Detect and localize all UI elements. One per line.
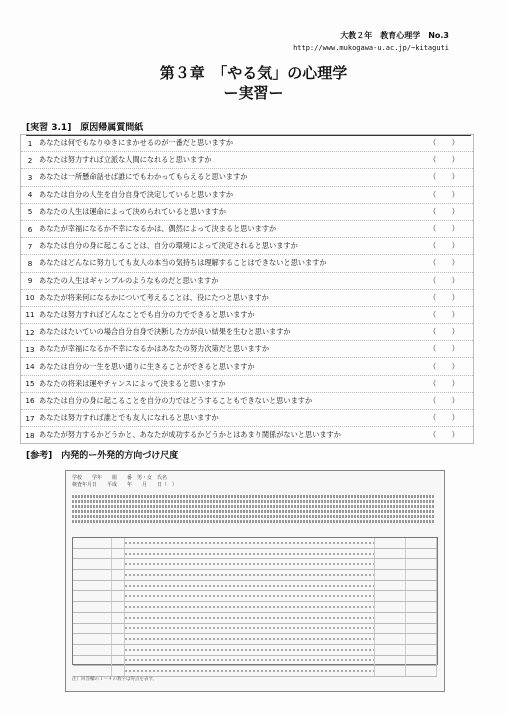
answer-blank[interactable]	[429, 241, 473, 251]
chapter-title: 第３章 「やる気」の心理学	[159, 64, 348, 82]
answer-blank[interactable]	[429, 430, 473, 440]
question-text: あなたは自分の一生を思い通りに生きることができると思いますか	[39, 361, 255, 371]
sheet-table	[72, 537, 438, 665]
paren-open: （	[429, 430, 437, 440]
answer-blank[interactable]	[429, 172, 473, 182]
paren-close: ）	[451, 327, 459, 337]
question-number: 4	[27, 190, 33, 200]
paren-open: （	[429, 413, 437, 423]
question-row	[21, 358, 473, 375]
question-text: あなたは何でもなりゆきにまかせるのが一番だと思いますか	[39, 138, 234, 148]
answer-blank[interactable]	[429, 379, 473, 389]
question-text: あなたが幸福になるか不幸になるかは、偶然によって決まると思いますか	[39, 224, 277, 234]
sheet-table-row	[73, 602, 437, 613]
paren-close: ）	[451, 275, 459, 285]
paren-close: ）	[451, 395, 459, 405]
sheet-table-row	[73, 570, 437, 581]
answer-blank[interactable]	[429, 138, 473, 148]
answer-blank[interactable]	[429, 362, 473, 372]
paren-open: （	[429, 275, 437, 285]
question-number: 15	[25, 379, 35, 389]
question-number: 17	[25, 413, 35, 423]
question-number: 12	[25, 327, 35, 337]
paren-open: （	[429, 309, 437, 319]
answer-blank[interactable]	[429, 207, 473, 217]
paren-open: （	[429, 206, 437, 216]
answer-blank[interactable]	[429, 413, 473, 423]
question-row	[21, 427, 473, 443]
sheet-table-row	[73, 624, 437, 635]
paren-open: （	[429, 344, 437, 354]
section-heading-reference: [参考] 内発的ー外発的方向づけ尺度	[26, 451, 179, 461]
sheet-date-line: 検査年月日 平成 年 月 日（ ）	[72, 482, 178, 488]
question-text: あなたは一所懸命話せば誰にでもわかってもらえると思いますか	[39, 172, 248, 182]
paren-open: （	[429, 155, 437, 165]
paren-open: （	[429, 378, 437, 388]
question-row	[21, 255, 473, 272]
paren-close: ）	[451, 309, 459, 319]
question-row	[21, 290, 473, 307]
answer-blank[interactable]	[429, 224, 473, 234]
question-number: 8	[27, 258, 33, 268]
sheet-table-row	[73, 559, 437, 570]
paren-close: ）	[451, 344, 459, 354]
sheet-table-row	[73, 656, 437, 667]
paren-close: ）	[451, 138, 459, 148]
question-text: あなたは努力すれば立派な人間になれると思いますか	[39, 155, 212, 165]
question-row	[21, 273, 473, 290]
paren-close: ）	[451, 172, 459, 182]
question-number: 10	[25, 293, 35, 303]
question-text: あなたは自分の身に起こることは、自分の環境によって決定されると思いますか	[39, 241, 298, 251]
question-row	[21, 341, 473, 358]
sheet-table-row	[73, 591, 437, 602]
question-number: 3	[27, 172, 33, 182]
question-text: あなたが幸福になるか不幸になるかはあなたの努力次第だと思いますか	[39, 344, 270, 354]
question-number: 7	[27, 241, 33, 251]
paren-close: ）	[451, 189, 459, 199]
question-number: 13	[25, 344, 35, 354]
question-number: 16	[25, 396, 35, 406]
paren-open: （	[429, 189, 437, 199]
question-text: あなたは自分の人生を自分自身で決定していると思いますか	[39, 189, 234, 199]
scanned-answer-sheet	[65, 470, 445, 692]
answer-blank[interactable]	[429, 155, 473, 165]
answer-blank[interactable]	[429, 276, 473, 286]
sheet-header	[72, 475, 177, 489]
paren-close: ）	[451, 430, 459, 440]
paren-close: ）	[451, 413, 459, 423]
question-text: あなたは自分の身に起こることを自分の力ではどうすることもできないと思いますか	[39, 395, 313, 405]
question-number: 5	[27, 207, 33, 217]
sheet-table-row	[73, 634, 437, 645]
answer-blank[interactable]	[429, 190, 473, 200]
question-number: 6	[27, 224, 33, 234]
question-text: あなたの将来は運やチャンスによって決まると思いますか	[39, 378, 226, 388]
question-text: あなたの人生は運命によって決められていると思いますか	[39, 206, 226, 216]
sheet-table-row	[73, 549, 437, 560]
question-row	[21, 393, 473, 410]
question-text: あなたは努力すればどんなことでも自分の力でできると思いますか	[39, 309, 255, 319]
paren-open: （	[429, 224, 437, 234]
question-row	[21, 152, 473, 169]
paren-open: （	[429, 258, 437, 268]
paren-open: （	[429, 327, 437, 337]
question-number: 11	[25, 310, 35, 320]
paren-open: （	[429, 292, 437, 302]
question-number: 18	[25, 430, 35, 440]
chapter-subtitle: ー実習ー	[223, 84, 284, 102]
section-heading-questionnaire: [実習 3.1] 原因帰属質問紙	[26, 120, 471, 136]
question-text: あなたの人生はギャンブルのようなものだと思いますか	[39, 275, 219, 285]
document-header	[293, 30, 449, 54]
course-label: 大教２年 教育心理学 No.3	[340, 31, 449, 40]
paren-open: （	[429, 138, 437, 148]
paren-open: （	[429, 361, 437, 371]
sheet-table-row	[73, 538, 437, 549]
question-text: あなたはたいていの場合自分自身で決断した方が良い結果を生むと思いますか	[39, 327, 291, 337]
paren-close: ）	[451, 241, 459, 251]
paren-close: ）	[451, 258, 459, 268]
paren-close: ）	[451, 292, 459, 302]
paren-open: （	[429, 172, 437, 182]
paren-close: ）	[451, 361, 459, 371]
question-number: 1	[27, 138, 33, 148]
paren-open: （	[429, 241, 437, 251]
question-row	[21, 204, 473, 221]
question-row	[21, 135, 473, 152]
question-row	[21, 221, 473, 238]
answer-blank[interactable]	[429, 396, 473, 406]
question-text: あなたはどんなに努力しても友人の本当の気持ちは理解することはできないと思いますか	[39, 258, 327, 268]
question-row	[21, 187, 473, 204]
answer-blank[interactable]	[429, 258, 473, 268]
paren-close: ）	[451, 155, 459, 165]
sheet-name-line: 学校 学年 組 番 男・女 氏名	[72, 475, 168, 481]
question-text: あなたが将来何になるかについて考えることは、役にたつと思いますか	[39, 292, 269, 302]
question-number: 2	[27, 155, 33, 165]
question-row	[21, 410, 473, 427]
question-row	[21, 376, 473, 393]
question-row	[21, 238, 473, 255]
url-label: http://www.mukogawa-u.ac.jp/~kitaguti	[293, 44, 449, 52]
paren-close: ）	[451, 206, 459, 216]
answer-blank[interactable]	[429, 293, 473, 303]
question-row	[21, 324, 473, 341]
sheet-footnote: 注）回答欄の１～４の数字は得点を表す。	[72, 677, 158, 682]
question-list	[20, 134, 474, 444]
paren-close: ）	[451, 378, 459, 388]
paren-open: （	[429, 395, 437, 405]
question-number: 9	[27, 276, 33, 286]
answer-blank[interactable]	[429, 344, 473, 354]
question-number: 14	[25, 362, 35, 372]
sheet-table-row	[73, 581, 437, 592]
answer-blank[interactable]	[429, 327, 473, 337]
paren-close: ）	[451, 224, 459, 234]
sheet-instructions-illegible	[72, 493, 434, 525]
question-text: あなたは努力すれば誰とでも友人になれると思いますか	[39, 413, 219, 423]
sheet-table-row	[73, 613, 437, 624]
question-row	[21, 169, 473, 186]
question-row	[21, 307, 473, 324]
sheet-table-row	[73, 645, 437, 656]
question-text: あなたが努力するかどうかと、あなたが成功するかどうかとはあまり関係がないと思いますか	[39, 430, 341, 440]
answer-blank[interactable]	[429, 310, 473, 320]
